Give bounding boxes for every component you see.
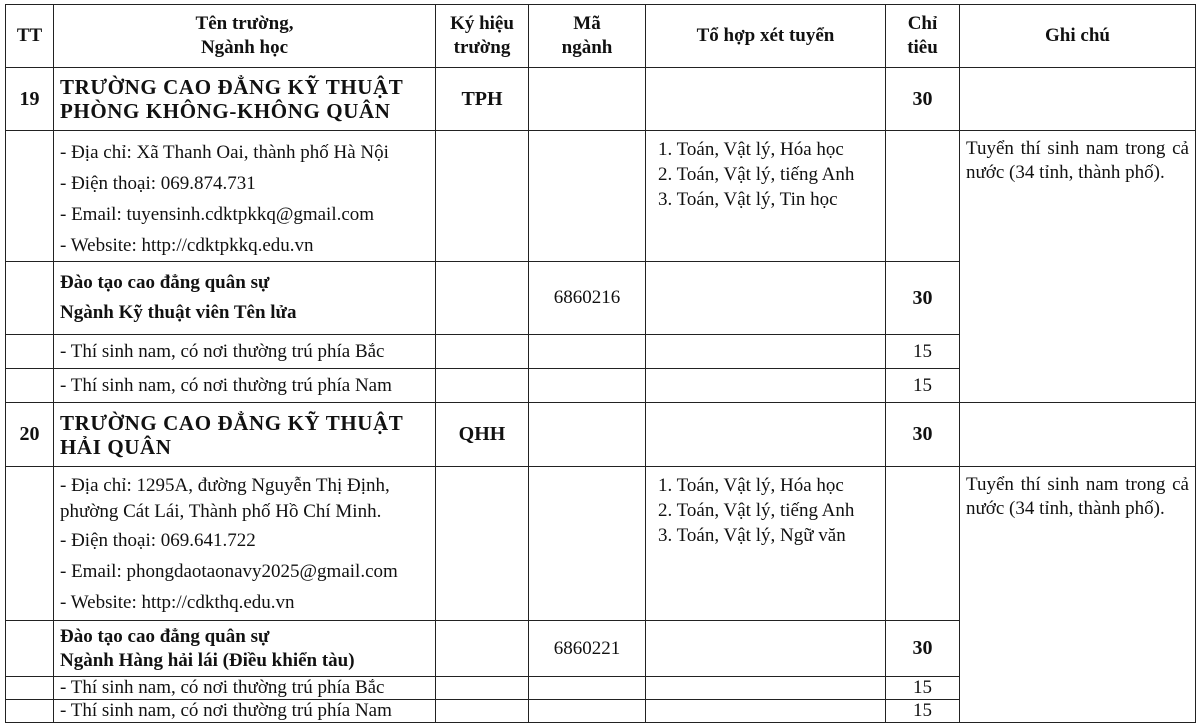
info-major-empty — [529, 131, 646, 262]
school-row — [6, 68, 1196, 131]
subgroup-quota: 15 — [886, 677, 960, 700]
program-quota: 30 — [886, 262, 960, 335]
program-name: Đào tạo cao đẳng quân sự Ngành Hàng hải lái (Điều khiển tàu) — [54, 621, 436, 677]
school-number: 20 — [6, 403, 54, 467]
program-major-code: 6860216 — [529, 262, 646, 335]
combo-list — [646, 467, 886, 621]
info-phone: - Điện thoại: 069.641.722 — [60, 530, 256, 551]
info-address: - Địa chỉ: Xã Thanh Oai, thành phố Hà Nội — [60, 142, 389, 163]
info-phone: - Điện thoại: 069.874.731 — [60, 173, 256, 194]
info-website[interactable]: - Website: http://cdktpkkq.edu.vn — [60, 235, 314, 256]
school-major-code-empty — [529, 68, 646, 131]
combo-item: 3. Toán, Vật lý, Ngữ văn — [658, 525, 846, 546]
header-school: Tên trường, Ngành học — [54, 5, 436, 68]
program-tt-empty — [6, 621, 54, 677]
school-contact-info — [54, 467, 436, 621]
school-name: TRƯỜNG CAO ĐẲNG KỸ THUẬT HẢI QUÂN — [54, 403, 436, 467]
program-code-empty — [436, 621, 529, 677]
subgroup-quota: 15 — [886, 335, 960, 369]
subgroup-label: - Thí sinh nam, có nơi thường trú phía Nam — [54, 700, 436, 723]
header-combo: Tổ hợp xét tuyển — [646, 5, 886, 68]
school-combo-empty — [646, 403, 886, 467]
school-info-row — [6, 131, 1196, 262]
school-note-empty — [960, 403, 1196, 467]
school-code: QHH — [436, 403, 529, 467]
info-code-empty — [436, 131, 529, 262]
school-info-row — [6, 467, 1196, 621]
subgroup-quota: 15 — [886, 369, 960, 403]
school-row — [6, 403, 1196, 467]
info-tt-empty — [6, 131, 54, 262]
combo-list — [646, 131, 886, 262]
info-address: - Địa chỉ: 1295A, đường Nguyễn Thị Định, — [60, 475, 390, 496]
combo-item: 3. Toán, Vật lý, Tin học — [658, 189, 838, 210]
program-combo-empty — [646, 621, 886, 677]
header-note: Ghi chú — [960, 5, 1196, 68]
subgroup-label: - Thí sinh nam, có nơi thường trú phía Bắc — [54, 335, 436, 369]
school-contact-info — [54, 131, 436, 262]
info-website[interactable]: - Website: http://cdkthq.edu.vn — [60, 592, 295, 613]
info-email[interactable]: - Email: tuyensinh.cdktpkkq@gmail.com — [60, 204, 375, 225]
combo-item: 2. Toán, Vật lý, tiếng Anh — [658, 500, 855, 521]
school-major-code-empty — [529, 403, 646, 467]
school-note: Tuyển thí sinh nam trong cả nước (34 tỉnh, thành phố). — [960, 131, 1196, 403]
program-major-code: 6860221 — [529, 621, 646, 677]
program-name: Đào tạo cao đẳng quân sự Ngành Kỹ thuật viên Tên lửa — [54, 262, 436, 335]
school-note: Tuyển thí sinh nam trong cả nước (34 tỉnh, thành phố). — [960, 467, 1196, 723]
info-address-cont: phường Cát Lái, Thành phố Hồ Chí Minh. — [60, 501, 382, 522]
school-code: TPH — [436, 68, 529, 131]
info-tt-empty — [6, 467, 54, 621]
info-code-empty — [436, 467, 529, 621]
info-major-empty — [529, 467, 646, 621]
combo-item: 1. Toán, Vật lý, Hóa học — [658, 475, 844, 496]
info-email[interactable]: - Email: phongdaotaonavy2025@gmail.com — [60, 561, 398, 582]
header-tt: TT — [6, 5, 54, 68]
info-quota-empty — [886, 131, 960, 262]
header-major-code: Mã ngành — [529, 5, 646, 68]
subgroup-label: - Thí sinh nam, có nơi thường trú phía Nam — [54, 369, 436, 403]
admissions-table — [5, 4, 1196, 723]
program-tt-empty — [6, 262, 54, 335]
program-quota: 30 — [886, 621, 960, 677]
program-combo-empty — [646, 262, 886, 335]
header-row — [6, 5, 1196, 68]
school-note-empty — [960, 68, 1196, 131]
school-name: TRƯỜNG CAO ĐẲNG KỸ THUẬT PHÒNG KHÔNG-KHÔNG QUÂN — [54, 68, 436, 131]
program-code-empty — [436, 262, 529, 335]
header-school-code: Ký hiệu trường — [436, 5, 529, 68]
subgroup-label: - Thí sinh nam, có nơi thường trú phía Bắc — [54, 677, 436, 700]
info-quota-empty — [886, 467, 960, 621]
school-combo-empty — [646, 68, 886, 131]
combo-item: 1. Toán, Vật lý, Hóa học — [658, 139, 844, 160]
combo-item: 2. Toán, Vật lý, tiếng Anh — [658, 164, 855, 185]
school-quota: 30 — [886, 68, 960, 131]
school-number: 19 — [6, 68, 54, 131]
subgroup-quota: 15 — [886, 700, 960, 723]
header-quota: Chỉ tiêu — [886, 5, 960, 68]
school-quota: 30 — [886, 403, 960, 467]
